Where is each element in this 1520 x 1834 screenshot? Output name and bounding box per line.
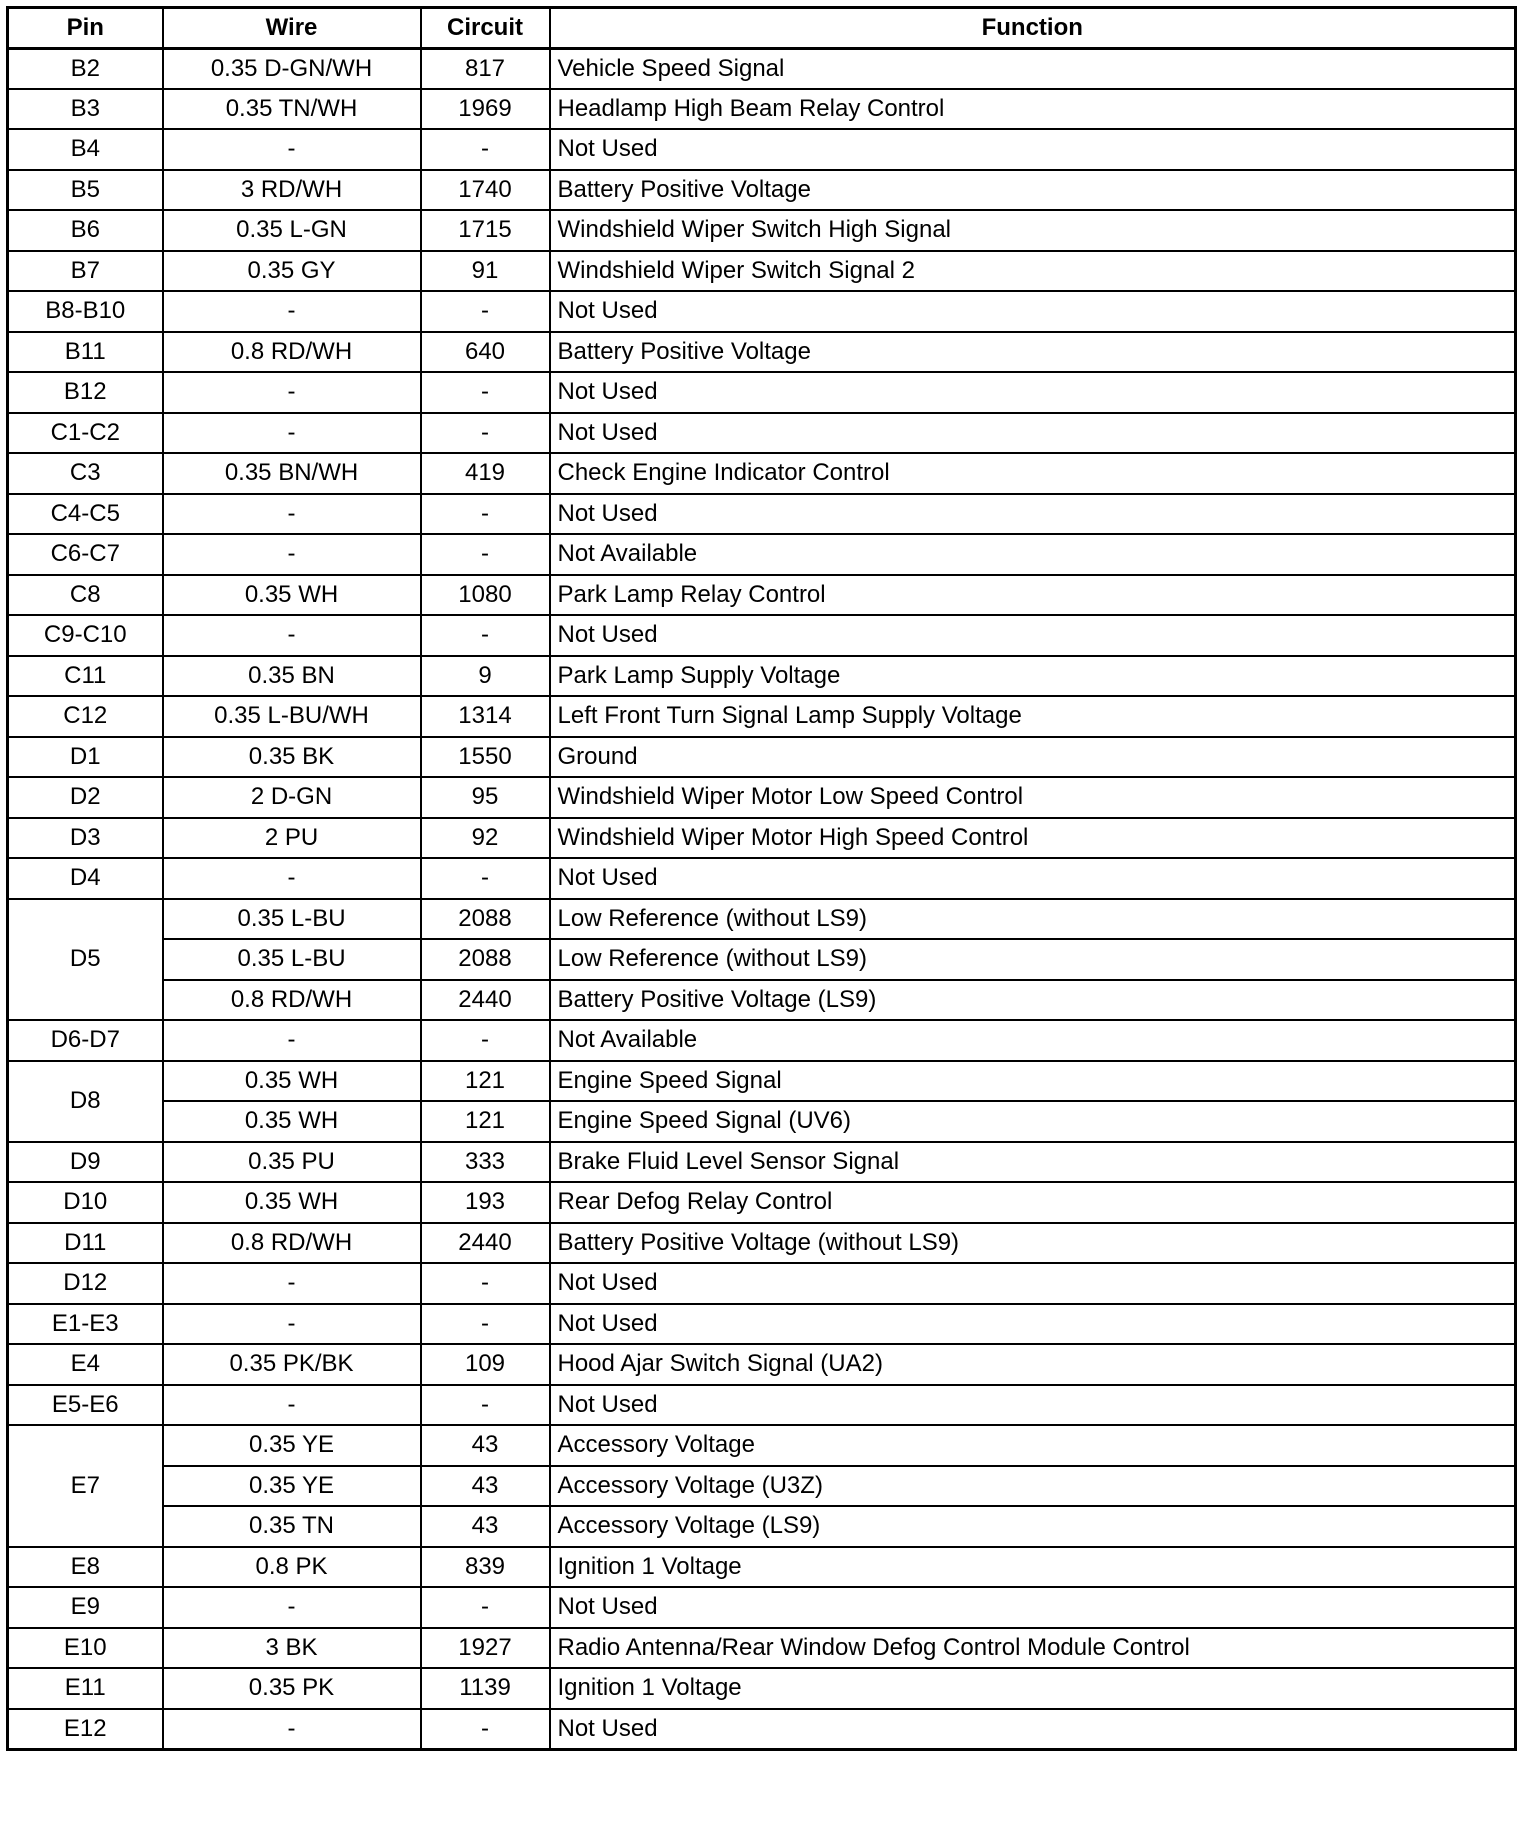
circuit-cell: 1969	[421, 89, 550, 130]
circuit-cell: 1715	[421, 210, 550, 251]
table-row	[8, 858, 1516, 899]
table-row	[8, 1223, 1516, 1264]
circuit-cell: -	[421, 615, 550, 656]
wire-cell: 2 D-GN	[163, 777, 421, 818]
pin-cell: D12	[8, 1263, 163, 1304]
wire-cell: 0.35 L-BU	[163, 939, 421, 980]
table-row	[8, 1506, 1516, 1547]
wire-cell: 3 BK	[163, 1628, 421, 1669]
function-cell: Not Used	[550, 1263, 1516, 1304]
pin-cell: E9	[8, 1587, 163, 1628]
circuit-cell: -	[421, 1587, 550, 1628]
circuit-cell: 121	[421, 1101, 550, 1142]
table-row	[8, 1263, 1516, 1304]
function-cell: Battery Positive Voltage	[550, 170, 1516, 211]
pin-cell: E7	[8, 1425, 163, 1547]
table-row	[8, 1344, 1516, 1385]
header-circuit: Circuit	[421, 8, 550, 49]
wire-cell: 0.35 TN/WH	[163, 89, 421, 130]
wire-cell: 0.35 BN/WH	[163, 453, 421, 494]
table-row	[8, 1182, 1516, 1223]
table-row	[8, 453, 1516, 494]
circuit-cell: 2088	[421, 939, 550, 980]
function-cell: Low Reference (without LS9)	[550, 939, 1516, 980]
function-cell: Engine Speed Signal (UV6)	[550, 1101, 1516, 1142]
wire-cell: 0.8 RD/WH	[163, 1223, 421, 1264]
pin-cell: E1-E3	[8, 1304, 163, 1345]
table-row	[8, 980, 1516, 1021]
circuit-cell: 333	[421, 1142, 550, 1183]
wire-cell: 0.35 WH	[163, 1182, 421, 1223]
pin-cell: C8	[8, 575, 163, 616]
circuit-cell: 419	[421, 453, 550, 494]
wire-cell: 0.8 RD/WH	[163, 332, 421, 373]
wire-cell: 0.35 WH	[163, 575, 421, 616]
pin-cell: C6-C7	[8, 534, 163, 575]
table-row	[8, 534, 1516, 575]
wire-cell: -	[163, 1385, 421, 1426]
wire-cell: -	[163, 858, 421, 899]
function-cell: Radio Antenna/Rear Window Defog Control Module Control	[550, 1628, 1516, 1669]
circuit-cell: -	[421, 1263, 550, 1304]
table-row	[8, 89, 1516, 130]
wire-cell: 0.35 PK/BK	[163, 1344, 421, 1385]
wire-cell: 3 RD/WH	[163, 170, 421, 211]
table-row	[8, 1547, 1516, 1588]
pin-cell: D3	[8, 818, 163, 859]
wire-cell: 0.35 YE	[163, 1466, 421, 1507]
circuit-cell: -	[421, 534, 550, 575]
function-cell: Not Used	[550, 291, 1516, 332]
circuit-cell: 2440	[421, 980, 550, 1021]
table-row	[8, 1142, 1516, 1183]
function-cell: Not Used	[550, 1304, 1516, 1345]
pin-cell: D9	[8, 1142, 163, 1183]
wire-cell: 0.35 BN	[163, 656, 421, 697]
function-cell: Not Used	[550, 858, 1516, 899]
circuit-cell: -	[421, 1385, 550, 1426]
pin-cell: B6	[8, 210, 163, 251]
table-row	[8, 737, 1516, 778]
pin-cell: D4	[8, 858, 163, 899]
circuit-cell: 817	[421, 48, 550, 89]
circuit-cell: 1080	[421, 575, 550, 616]
function-cell: Not Used	[550, 1385, 1516, 1426]
wire-cell: 0.35 BK	[163, 737, 421, 778]
table-row	[8, 210, 1516, 251]
pin-cell: E8	[8, 1547, 163, 1588]
pin-cell: C11	[8, 656, 163, 697]
wire-cell: 0.35 GY	[163, 251, 421, 292]
function-cell: Not Used	[550, 1709, 1516, 1750]
table-row	[8, 1628, 1516, 1669]
table-row	[8, 494, 1516, 535]
pin-cell: B7	[8, 251, 163, 292]
pin-cell: C3	[8, 453, 163, 494]
function-cell: Battery Positive Voltage	[550, 332, 1516, 373]
function-cell: Not Used	[550, 413, 1516, 454]
circuit-cell: 1550	[421, 737, 550, 778]
connector-pinout-table	[6, 6, 1517, 1751]
table-row	[8, 1061, 1516, 1102]
pin-cell: D2	[8, 777, 163, 818]
header-row	[8, 8, 1516, 49]
function-cell: Not Used	[550, 129, 1516, 170]
wire-cell: -	[163, 291, 421, 332]
wire-cell: 0.35 WH	[163, 1061, 421, 1102]
pin-cell: B11	[8, 332, 163, 373]
wire-cell: -	[163, 615, 421, 656]
circuit-cell: 1740	[421, 170, 550, 211]
header-function: Function	[550, 8, 1516, 49]
circuit-cell: 1927	[421, 1628, 550, 1669]
header-wire: Wire	[163, 8, 421, 49]
circuit-cell: -	[421, 291, 550, 332]
wire-cell: 0.35 L-GN	[163, 210, 421, 251]
table-row	[8, 48, 1516, 89]
function-cell: Battery Positive Voltage (LS9)	[550, 980, 1516, 1021]
circuit-cell: 95	[421, 777, 550, 818]
wire-cell: 0.35 TN	[163, 1506, 421, 1547]
pin-cell: D6-D7	[8, 1020, 163, 1061]
table-row	[8, 1709, 1516, 1750]
table-row	[8, 1587, 1516, 1628]
wire-cell: 0.35 YE	[163, 1425, 421, 1466]
circuit-cell: 1314	[421, 696, 550, 737]
function-cell: Windshield Wiper Motor Low Speed Control	[550, 777, 1516, 818]
wire-cell: -	[163, 1587, 421, 1628]
wire-cell: 2 PU	[163, 818, 421, 859]
circuit-cell: 109	[421, 1344, 550, 1385]
pin-cell: B12	[8, 372, 163, 413]
wire-cell: -	[163, 1304, 421, 1345]
table-body	[8, 48, 1516, 1749]
pin-cell: B8-B10	[8, 291, 163, 332]
circuit-cell: -	[421, 372, 550, 413]
pin-cell: D1	[8, 737, 163, 778]
wire-cell: 0.35 PK	[163, 1668, 421, 1709]
pin-cell: D8	[8, 1061, 163, 1142]
wire-cell: -	[163, 534, 421, 575]
function-cell: Left Front Turn Signal Lamp Supply Voltage	[550, 696, 1516, 737]
pin-cell: C4-C5	[8, 494, 163, 535]
table-row	[8, 696, 1516, 737]
wire-cell: 0.35 L-BU/WH	[163, 696, 421, 737]
table-row	[8, 1304, 1516, 1345]
table-row	[8, 1020, 1516, 1061]
circuit-cell: 92	[421, 818, 550, 859]
wire-cell: 0.35 L-BU	[163, 899, 421, 940]
function-cell: Accessory Voltage	[550, 1425, 1516, 1466]
pin-cell: C9-C10	[8, 615, 163, 656]
pin-cell: E10	[8, 1628, 163, 1669]
pin-cell: E4	[8, 1344, 163, 1385]
table-row	[8, 251, 1516, 292]
table-row	[8, 777, 1516, 818]
circuit-cell: 193	[421, 1182, 550, 1223]
function-cell: Rear Defog Relay Control	[550, 1182, 1516, 1223]
function-cell: Engine Speed Signal	[550, 1061, 1516, 1102]
wire-cell: -	[163, 1020, 421, 1061]
pin-cell: C1-C2	[8, 413, 163, 454]
circuit-cell: -	[421, 1020, 550, 1061]
table-row	[8, 1101, 1516, 1142]
function-cell: Headlamp High Beam Relay Control	[550, 89, 1516, 130]
function-cell: Low Reference (without LS9)	[550, 899, 1516, 940]
table-row	[8, 615, 1516, 656]
table-row	[8, 129, 1516, 170]
circuit-cell: -	[421, 858, 550, 899]
table-row	[8, 372, 1516, 413]
pin-cell: B5	[8, 170, 163, 211]
function-cell: Not Available	[550, 1020, 1516, 1061]
header-pin: Pin	[8, 8, 163, 49]
table-header	[8, 8, 1516, 49]
function-cell: Not Used	[550, 372, 1516, 413]
function-cell: Windshield Wiper Switch Signal 2	[550, 251, 1516, 292]
pin-cell: D10	[8, 1182, 163, 1223]
wire-cell: 0.8 RD/WH	[163, 980, 421, 1021]
pin-cell: D5	[8, 899, 163, 1021]
table-row	[8, 291, 1516, 332]
wire-cell: 0.8 PK	[163, 1547, 421, 1588]
function-cell: Windshield Wiper Switch High Signal	[550, 210, 1516, 251]
function-cell: Not Used	[550, 494, 1516, 535]
wire-cell: -	[163, 413, 421, 454]
circuit-cell: 91	[421, 251, 550, 292]
circuit-cell: 839	[421, 1547, 550, 1588]
table-row	[8, 413, 1516, 454]
wire-cell: -	[163, 1263, 421, 1304]
table-row	[8, 1466, 1516, 1507]
circuit-cell: -	[421, 494, 550, 535]
wire-cell: 0.35 D-GN/WH	[163, 48, 421, 89]
circuit-cell: 640	[421, 332, 550, 373]
table-row	[8, 170, 1516, 211]
function-cell: Not Used	[550, 1587, 1516, 1628]
circuit-cell: 9	[421, 656, 550, 697]
pin-cell: E5-E6	[8, 1385, 163, 1426]
pin-cell: B3	[8, 89, 163, 130]
wire-cell: 0.35 WH	[163, 1101, 421, 1142]
function-cell: Park Lamp Relay Control	[550, 575, 1516, 616]
table-row	[8, 899, 1516, 940]
pin-cell: B2	[8, 48, 163, 89]
wire-cell: -	[163, 1709, 421, 1750]
table-row	[8, 332, 1516, 373]
function-cell: Ignition 1 Voltage	[550, 1668, 1516, 1709]
table-row	[8, 1425, 1516, 1466]
function-cell: Park Lamp Supply Voltage	[550, 656, 1516, 697]
circuit-cell: 43	[421, 1466, 550, 1507]
wire-cell: -	[163, 372, 421, 413]
table-row	[8, 939, 1516, 980]
circuit-cell: 43	[421, 1425, 550, 1466]
pin-cell: D11	[8, 1223, 163, 1264]
table-row	[8, 656, 1516, 697]
circuit-cell: 43	[421, 1506, 550, 1547]
pin-cell: B4	[8, 129, 163, 170]
wire-cell: -	[163, 129, 421, 170]
circuit-cell: 2088	[421, 899, 550, 940]
function-cell: Hood Ajar Switch Signal (UA2)	[550, 1344, 1516, 1385]
table-row	[8, 1668, 1516, 1709]
function-cell: Ignition 1 Voltage	[550, 1547, 1516, 1588]
function-cell: Vehicle Speed Signal	[550, 48, 1516, 89]
function-cell: Not Available	[550, 534, 1516, 575]
circuit-cell: -	[421, 129, 550, 170]
function-cell: Not Used	[550, 615, 1516, 656]
wire-cell: 0.35 PU	[163, 1142, 421, 1183]
function-cell: Accessory Voltage (LS9)	[550, 1506, 1516, 1547]
function-cell: Windshield Wiper Motor High Speed Control	[550, 818, 1516, 859]
function-cell: Check Engine Indicator Control	[550, 453, 1516, 494]
pin-cell: E11	[8, 1668, 163, 1709]
circuit-cell: -	[421, 1709, 550, 1750]
circuit-cell: 1139	[421, 1668, 550, 1709]
wire-cell: -	[163, 494, 421, 535]
table-row	[8, 575, 1516, 616]
circuit-cell: -	[421, 413, 550, 454]
function-cell: Brake Fluid Level Sensor Signal	[550, 1142, 1516, 1183]
table-row	[8, 1385, 1516, 1426]
function-cell: Ground	[550, 737, 1516, 778]
circuit-cell: 2440	[421, 1223, 550, 1264]
function-cell: Battery Positive Voltage (without LS9)	[550, 1223, 1516, 1264]
circuit-cell: -	[421, 1304, 550, 1345]
circuit-cell: 121	[421, 1061, 550, 1102]
pin-cell: C12	[8, 696, 163, 737]
function-cell: Accessory Voltage (U3Z)	[550, 1466, 1516, 1507]
table-row	[8, 818, 1516, 859]
pin-cell: E12	[8, 1709, 163, 1750]
